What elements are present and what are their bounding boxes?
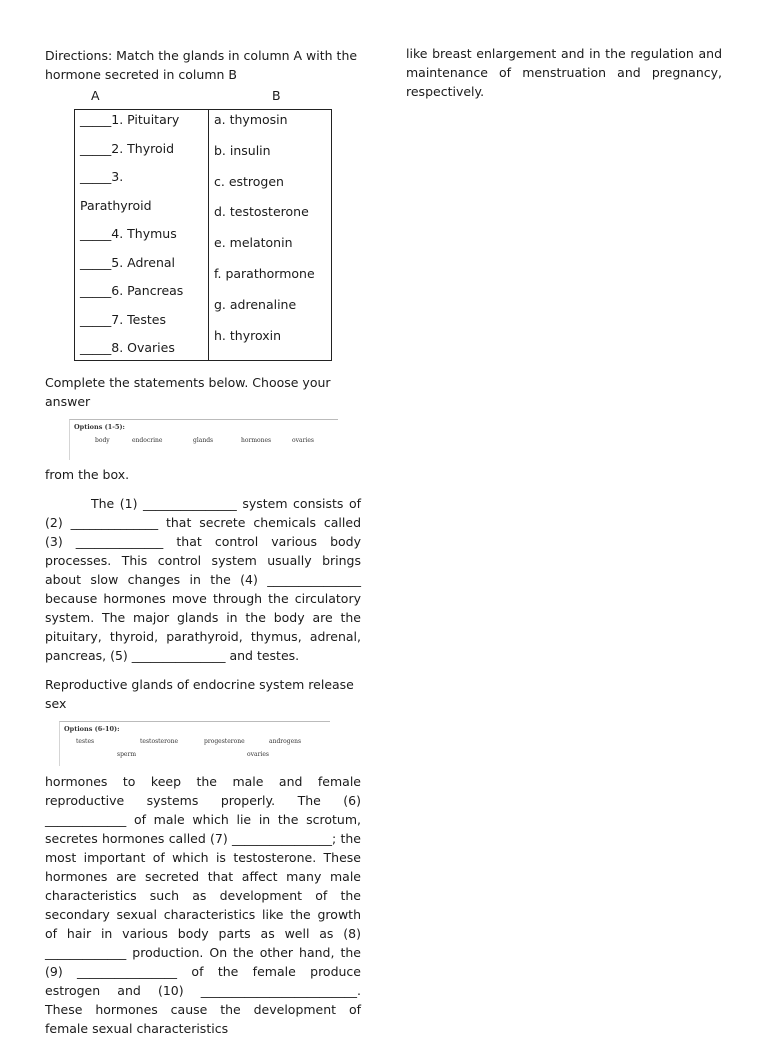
- options-box-1-title: Options (1-5):: [74, 423, 125, 431]
- column-b-item: g. adrenaline: [214, 296, 297, 312]
- column-a-item: _____3.: [80, 169, 124, 184]
- option-word: hormones: [241, 437, 272, 444]
- matching-table: [74, 109, 332, 361]
- column-b-item: b. insulin: [214, 142, 271, 158]
- options-box-2-title: Options (6-10):: [64, 725, 120, 733]
- left-column: [45, 44, 361, 1038]
- column-a-item: Parathyroid: [80, 197, 152, 213]
- column-a-item: _____4. Thymus: [80, 226, 177, 241]
- column-headers: [45, 88, 361, 107]
- option-word: ovaries: [247, 751, 269, 758]
- column-a-item: _____7. Testes: [80, 311, 166, 327]
- directions-text: Directions: Match the glands in column A with the hormone secreted in column B: [45, 48, 358, 82]
- column-a-item: _____6. Pancreas: [80, 283, 184, 298]
- column-a-item: _____8. Ovaries: [80, 340, 175, 355]
- column-a-item: _____2. Thyroid: [80, 140, 175, 156]
- option-word: sperm: [117, 751, 137, 758]
- complete-instructions: Complete the statements below. Choose your answer: [45, 375, 331, 409]
- option-word: glands: [193, 437, 214, 444]
- column-b-item: f. parathormone: [214, 265, 315, 281]
- column-b-header: B: [272, 88, 281, 103]
- option-word: androgens: [269, 738, 302, 745]
- column-a-item: _____5. Adrenal: [80, 254, 176, 270]
- column-b-item: h. thyroxin: [214, 327, 282, 343]
- column-b-cell: [209, 110, 332, 361]
- column-b-item: c. estrogen: [214, 173, 284, 189]
- column-b-item: d. testosterone: [214, 204, 309, 220]
- option-word: testes: [76, 738, 95, 745]
- paragraph-2: hormones to keep the male and female reproductive systems properly. The (6) _____________ of male which lie in the scrotum, secretes hormones called (7) ________________; the most important of which is testosterone. These hormones are secreted that affect many male characteristics such as development of the secondary sexual characteristics like the growth of hair in various body parts as well as (8) _____________ production. On the other hand, the (9) ________________ of the female produce estrogen and (10) _________________________. These hormones cause the development of female sexual characteristics: [45, 774, 361, 1036]
- column-b-item: a. thymosin: [214, 112, 288, 127]
- column-a-header: A: [91, 88, 100, 103]
- option-word: endocrine: [132, 437, 163, 444]
- column-a-cell: [75, 110, 209, 361]
- paragraph-1: The (1) _______________ system consists of (2) ______________ that secrete chemicals called (3) ______________ that control various body processes. This control system usually brings about slow changes in the (4) _______________ because hormones move through the circulatory system. The major glands in the body are the pituitary, thyroid, parathyroid, thymus, adrenal, pancreas, (5) _______________ and testes.: [45, 496, 361, 663]
- option-word: body: [95, 437, 110, 444]
- option-word: ovaries: [292, 437, 314, 444]
- column-a-item: _____1. Pituitary: [80, 112, 180, 127]
- right-column-text: like breast enlargement and in the regulation and maintenance of menstruation and pregnancy, respectively.: [406, 46, 722, 99]
- column-b-item: e. melatonin: [214, 235, 293, 251]
- reproductive-intro: Reproductive glands of endocrine system release sex: [45, 677, 354, 711]
- right-column: [406, 44, 722, 101]
- options-box-2: [59, 721, 330, 766]
- from-box-text: from the box.: [45, 467, 130, 482]
- option-word: progesterone: [204, 738, 245, 745]
- option-word: testosterone: [140, 738, 179, 745]
- options-box-1: [69, 419, 338, 460]
